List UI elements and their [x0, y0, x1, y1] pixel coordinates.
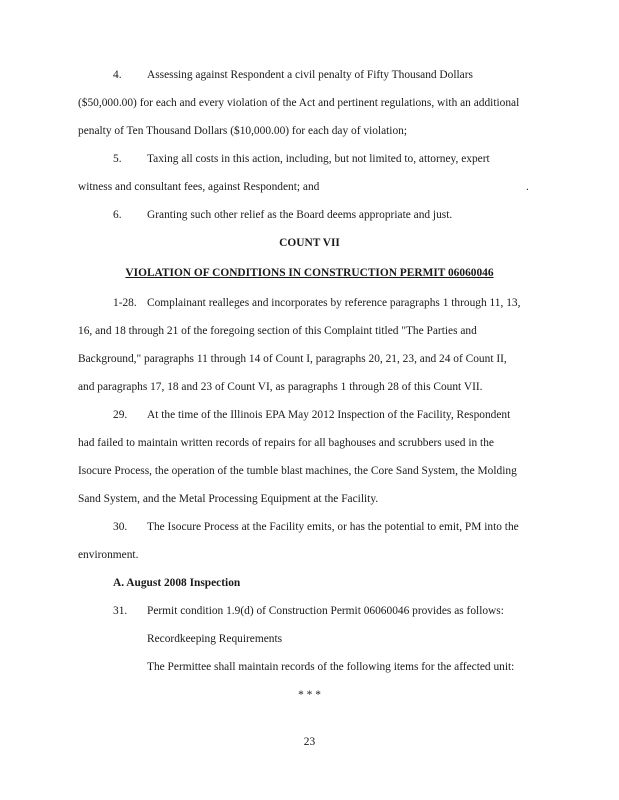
page-number: 23 — [303, 736, 316, 748]
paragraph-5-line-2: witness and consultant fees, against Respondent; and — [78, 181, 320, 193]
paragraph-30-number: 30. — [113, 521, 128, 533]
quoted-recordkeeping-text: The Permittee shall maintain records of the following items for the affected unit: — [147, 661, 515, 673]
section-a-heading: A. August 2008 Inspection — [113, 577, 241, 589]
violation-heading: VIOLATION OF CONDITIONS IN CONSTRUCTION PERMIT 06060046 — [125, 267, 494, 279]
paragraph-31-line-1: Permit condition 1.9(d) of Construction Permit 06060046 provides as follows: — [147, 605, 504, 617]
ellipsis-marker: * * * — [298, 689, 321, 701]
paragraph-6-line-1: Granting such other relief as the Board deems appropriate and just. — [147, 209, 453, 221]
paragraph-29-line-1: At the time of the Illinois EPA May 2012 Inspection of the Facility, Respondent — [147, 409, 511, 421]
paragraph-5-number: 5. — [113, 153, 122, 165]
paragraph-30-line-2: environment. — [78, 549, 139, 561]
paragraph-6-number: 6. — [113, 209, 122, 221]
paragraph-31-number: 31. — [113, 605, 128, 617]
paragraph-4-line-3: penalty of Ten Thousand Dollars ($10,000.00) for each day of violation; — [78, 125, 408, 137]
paragraph-29-line-4: Sand System, and the Metal Processing Equipment at the Facility. — [78, 493, 379, 505]
paragraph-1-28-line-2: 16, and 18 through 21 of the foregoing section of this Complaint titled "The Parties and — [78, 325, 477, 337]
paragraph-30-line-1: The Isocure Process at the Facility emits, or has the potential to emit, PM into the — [147, 521, 519, 533]
count-heading: COUNT VII — [279, 237, 340, 249]
paragraph-1-28-line-4: and paragraphs 17, 18 and 23 of Count VI, as paragraphs 1 through 28 of this Count VII. — [78, 381, 483, 393]
paragraph-5-line-1: Taxing all costs in this action, including, but not limited to, attorney, expert — [147, 153, 490, 165]
paragraph-5-trailing-mark: . — [526, 181, 529, 193]
paragraph-1-28-number: 1-28. — [113, 297, 137, 309]
paragraph-1-28-line-3: Background," paragraphs 11 through 14 of Count I, paragraphs 20, 21, 23, and 24 of Count II, — [78, 353, 507, 365]
paragraph-4-line-1: Assessing against Respondent a civil penalty of Fifty Thousand Dollars — [147, 69, 473, 81]
paragraph-29-number: 29. — [113, 409, 128, 421]
paragraph-1-28-line-1: Complainant realleges and incorporates by reference paragraphs 1 through 11, 13, — [147, 297, 521, 309]
paragraph-4-line-2: ($50,000.00) for each and every violation of the Act and pertinent regulations, with an additional — [78, 97, 520, 109]
quoted-recordkeeping-title: Recordkeeping Requirements — [147, 633, 283, 645]
paragraph-29-line-3: Isocure Process, the operation of the tumble blast machines, the Core Sand System, the Molding — [78, 465, 517, 477]
paragraph-4-number: 4. — [113, 69, 122, 81]
paragraph-29-line-2: had failed to maintain written records of repairs for all baghouses and scrubbers used in the — [78, 437, 494, 449]
